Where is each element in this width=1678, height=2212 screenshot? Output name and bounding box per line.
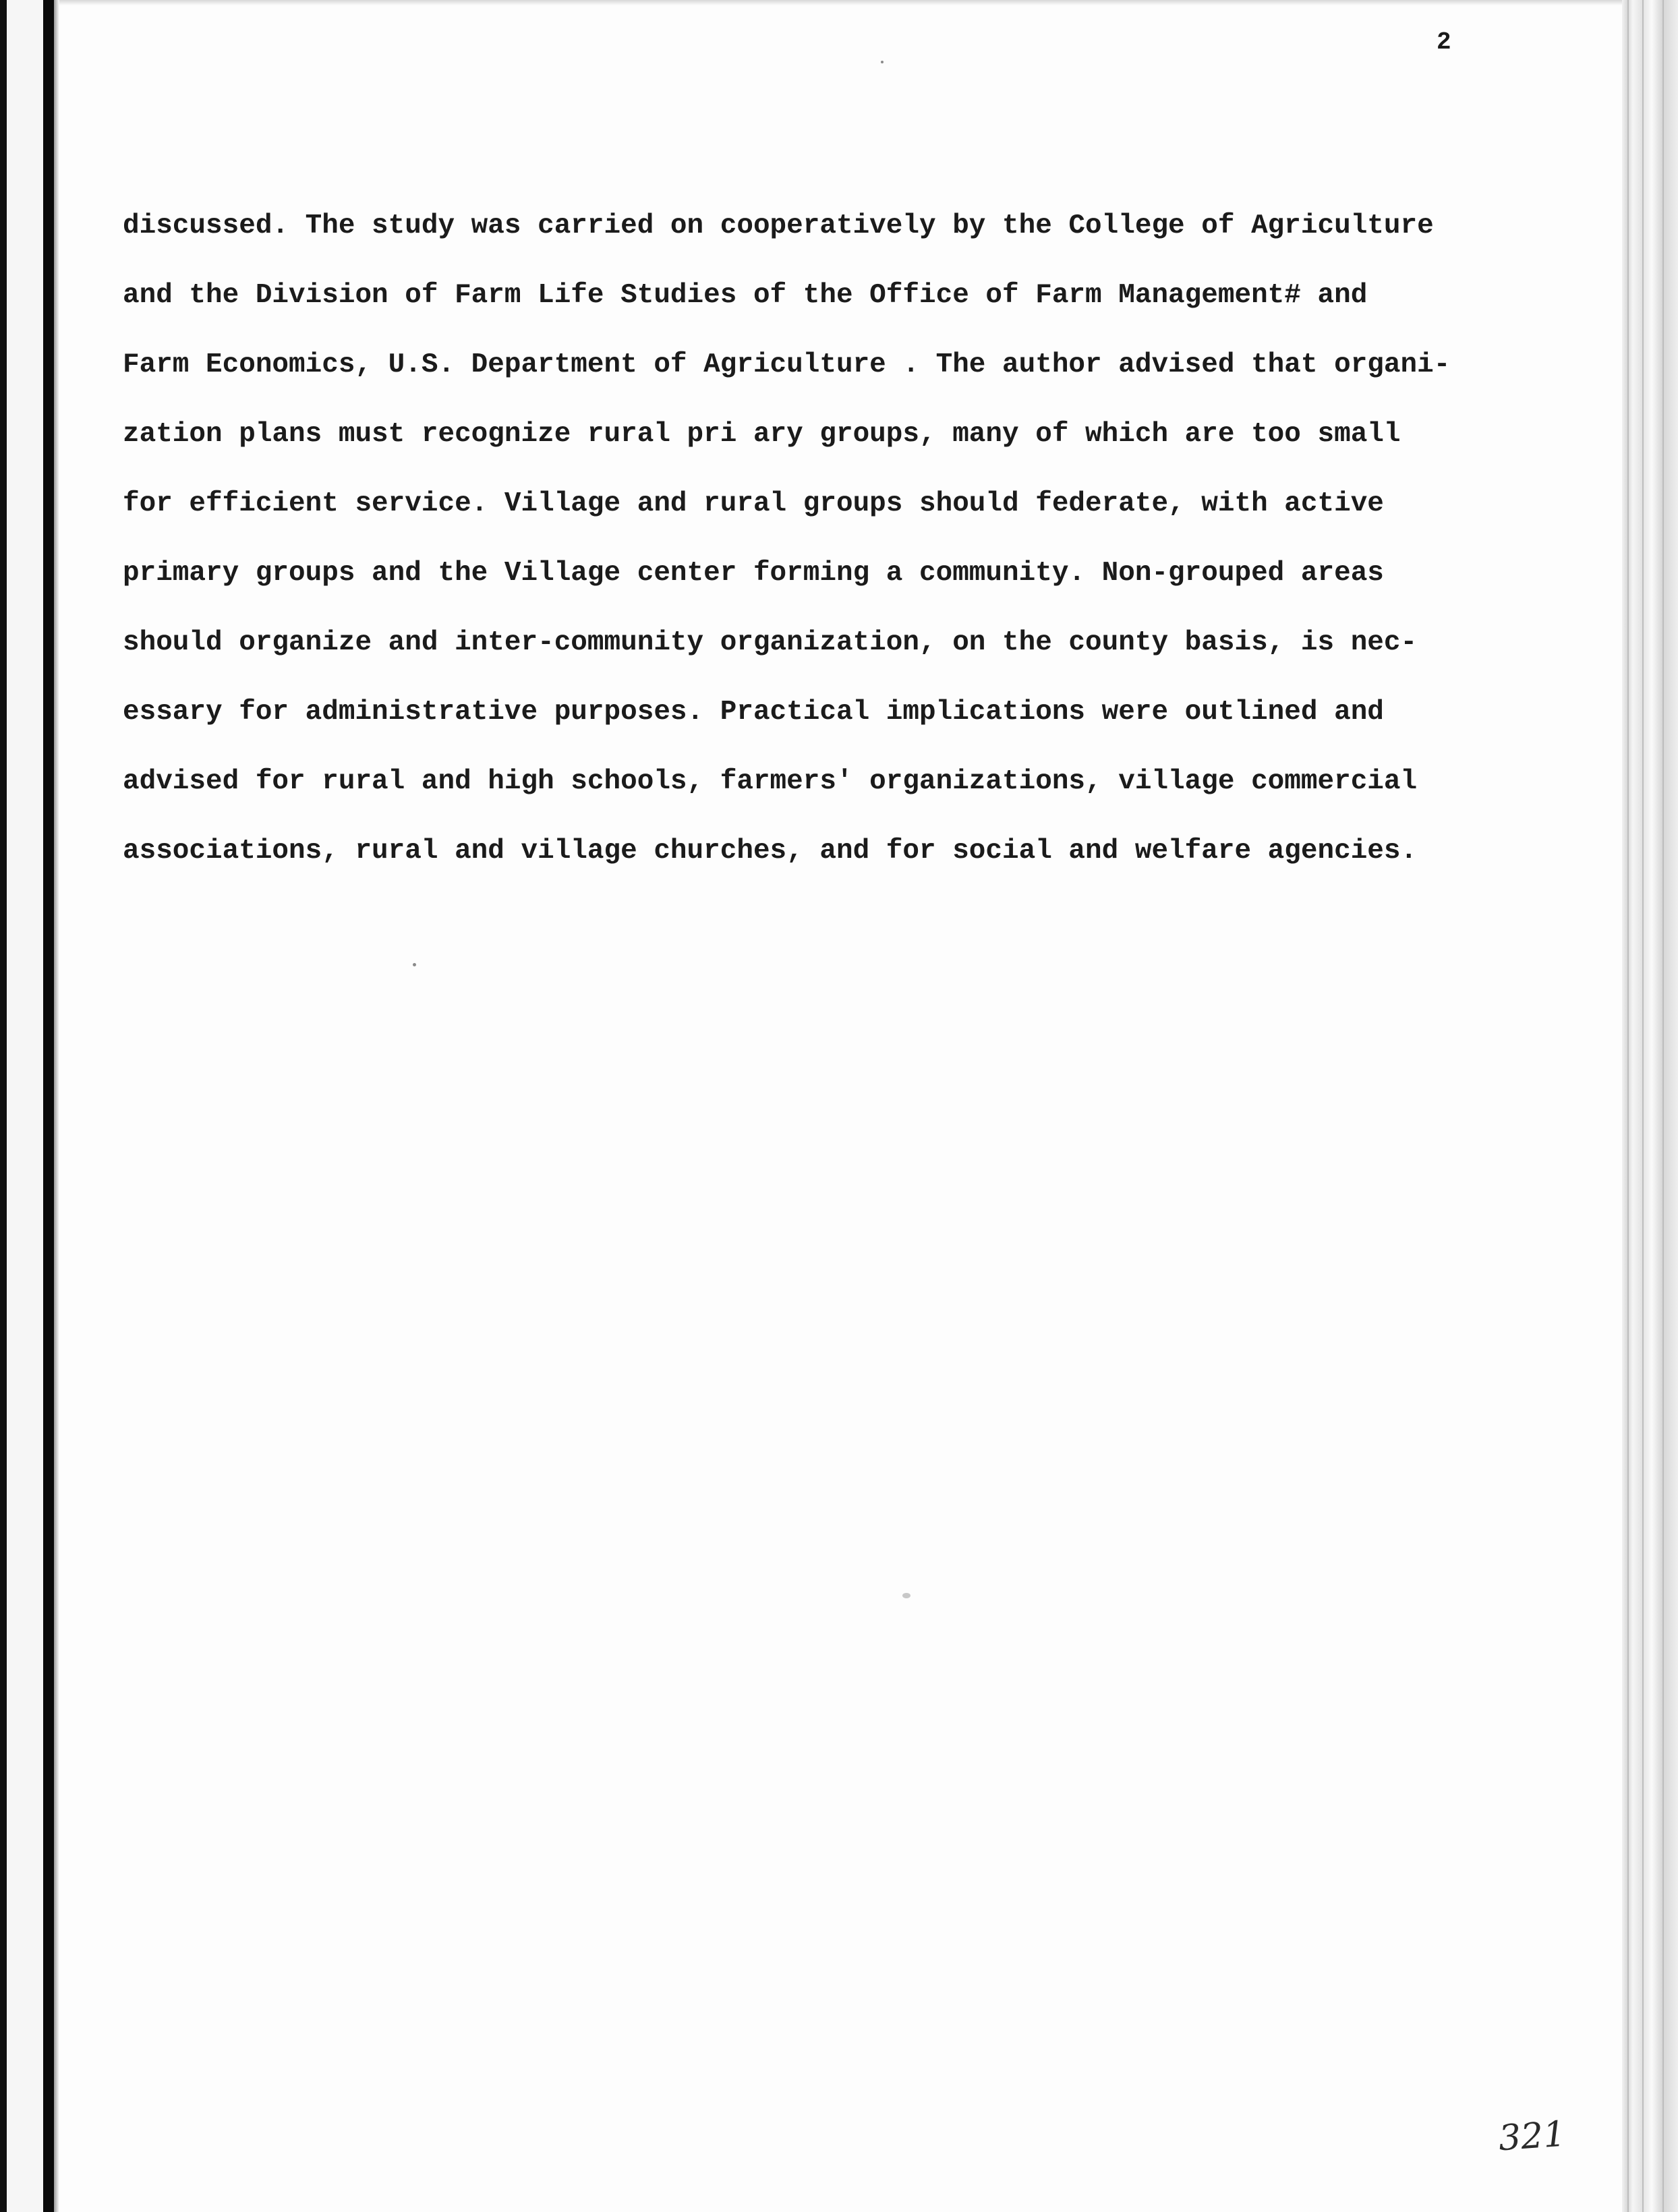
left-binding-edge	[0, 0, 7, 2212]
text-line: for efficient service. Village and rural groups should federate, with active	[123, 488, 1384, 519]
page-number: 2	[1437, 28, 1451, 56]
text-line: discussed. The study was carried on cooperatively by the College of Agriculture	[123, 210, 1434, 241]
handwritten-archive-number: 321	[1497, 2114, 1567, 2159]
text-line: associations, rural and village churches, and for social and welfare agencies.	[123, 836, 1418, 867]
left-page-shadow	[54, 0, 59, 2212]
page-stack-line	[1627, 0, 1629, 2212]
page-stack-line	[1642, 0, 1644, 2212]
left-binding-gap	[7, 0, 43, 2212]
text-line: should organize and inter-community organization, on the county basis, is nec-	[123, 627, 1418, 658]
page-stack-line	[1662, 0, 1664, 2212]
top-page-edge	[59, 0, 1622, 5]
text-line: Farm Economics, U.S. Department of Agriculture . The author advised that organi-	[123, 349, 1451, 380]
scan-speck	[881, 61, 884, 63]
left-page-border	[43, 0, 54, 2212]
text-line: essary for administrative purposes. Practical implications were outlined and	[123, 697, 1384, 728]
text-line: and the Division of Farm Life Studies of the Office of Farm Management# and	[123, 280, 1368, 311]
scan-smudge	[902, 1593, 910, 1598]
right-page-stack	[1622, 0, 1678, 2212]
text-line: primary groups and the Village center forming a community. Non-grouped areas	[123, 558, 1384, 589]
body-paragraph	[123, 192, 1512, 886]
text-line: zation plans must recognize rural pri ary groups, many of which are too small	[123, 419, 1401, 450]
text-line: advised for rural and high schools, farmers' organizations, village commercial	[123, 766, 1418, 797]
scan-speck	[413, 963, 416, 966]
